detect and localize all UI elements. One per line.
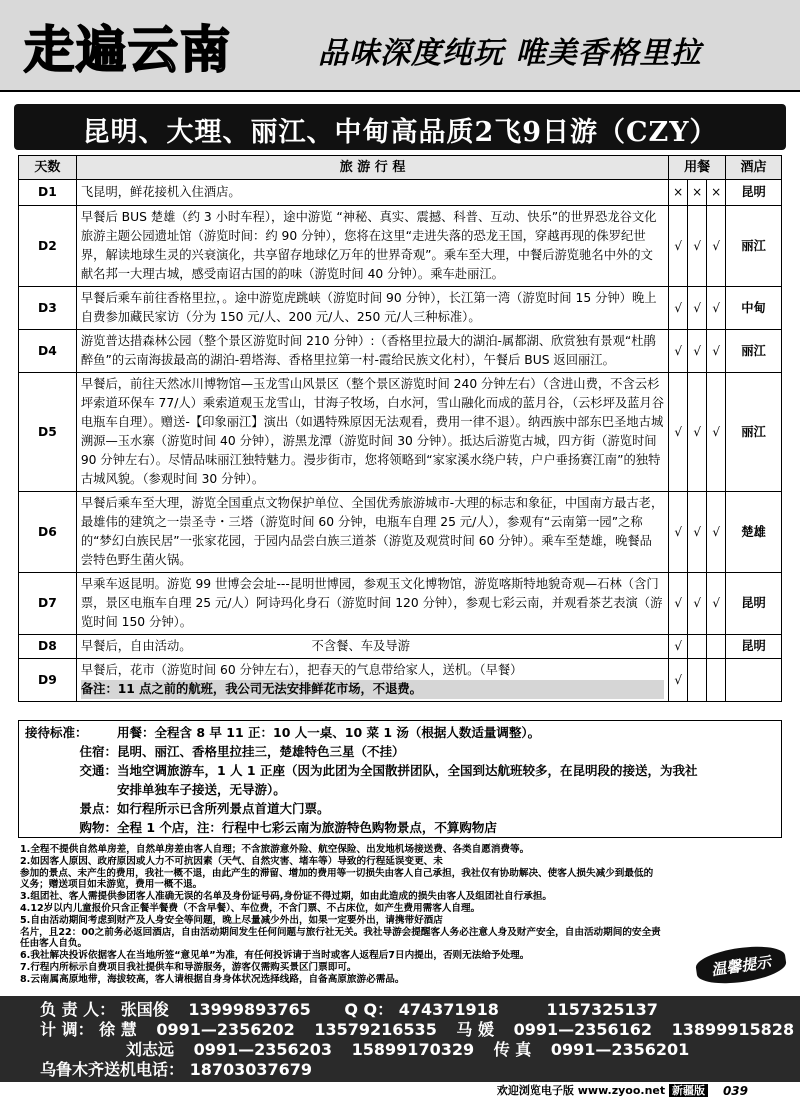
note-line: 参加的景点、未产生的费用，我社一概不退，由此产生的滞留、增加的费用等一切损失由客人自己承担，我社仅有协助解决、使客人损失减少到最低的	[20, 867, 654, 879]
meal-dinner: √	[707, 492, 726, 573]
fax-number: 0991—2356201	[550, 1040, 690, 1059]
contact-phone: 18703037679	[189, 1060, 313, 1079]
meal-lunch: √	[688, 330, 707, 373]
hotel-cell: 丽江	[726, 206, 782, 287]
reminder-badge-text: 温馨提示	[710, 952, 773, 980]
standard-label: 景点：	[79, 801, 117, 816]
standard-item	[25, 761, 775, 780]
footer-site-link[interactable]: www.zyoo.net	[577, 1084, 666, 1097]
hotel-cell: 中甸	[726, 287, 782, 330]
desc-cell: 早餐后乘车至大理，游览全国重点文物保护单位、全国优秀旅游城市-大理的标志和象征，中国南方最古老，最雄伟的建筑之一崇圣寺・三塔（游览时间 60 分钟，电瓶车自理 25 元/人），参观有“云南第一园”之称的“梦幻白族民居”一张家花园，于园内品尝白族三道茶（游览及观赏时间 60 分钟）。乘车至楚雄，晚餐品尝特色野生菌火锅。	[76, 492, 668, 573]
meal-lunch: √	[688, 492, 707, 573]
day-cell: D9	[19, 659, 77, 702]
contact-label: 乌鲁木齐送机电话：	[40, 1060, 185, 1079]
desc-text: 早餐后，自由活动。	[80, 639, 192, 653]
table-row	[19, 635, 782, 659]
note-line: 名片，且22：00之前务必返回酒店，自由活动期间发生任何问题与旅行社无关。我社导游会提醒客人务必注意人身及财产安全，自由活动期间的安全责	[20, 926, 661, 938]
standard-label	[25, 780, 117, 799]
table-row	[19, 330, 782, 373]
desc-cell: 早乘车返昆明。游览 99 世博会会址---昆明世博园，参观玉文化博物馆，游览喀斯特地貌奇观—石林（含门票，景区电瓶车自理 25 元/人）阿诗玛化身石（游览时间 120 分钟），参观七彩云南，并观看茶艺表演（游览时间 150 分钟）。	[76, 573, 668, 635]
hotel-cell: 丽江	[726, 373, 782, 492]
hotel-cell: 丽江	[726, 330, 782, 373]
standard-item	[25, 742, 775, 761]
meal-dinner: √	[707, 287, 726, 330]
page-header	[0, 0, 800, 92]
fax-label: 传 真	[493, 1040, 532, 1059]
standard-value: 如行程所示已含所列景点首道大门票。	[117, 801, 330, 816]
day-cell: D4	[19, 330, 77, 373]
hotel-cell	[726, 659, 782, 702]
hotel-cell: 昆明	[726, 180, 782, 206]
desc-cell: 早餐后 BUS 楚雄（约 3 小时车程），途中游览 “神秘、真实、震撼、科普、互动、快乐”的世界恐龙谷文化旅游主题公园遗址馆（游览时间：约 90 分钟），您将在这里“走进失落的恐龙王国，穿越再现的侏罗纪世界，解读地球生灵的兴衰演化，共享留存地球亿万年的世界奇观”。乘车至大理，中餐后游览驰名中外的文献名邦一大理古城，感受南诏古国的韵味（游览时间 40 分钟）。乘车赴丽江。	[76, 206, 668, 287]
contact-name: 徐 慧	[99, 1020, 137, 1039]
desc-cell: 早餐后乘车前往香格里拉，。途中游览虎跳峡（游览时间 90 分钟），长江第一湾（游览时间 15 分钟）晚上自费参加藏民家访（分为 150 元/人、200 元/人、250 元/人三种标准）。	[76, 287, 668, 330]
desc-cell: 早餐后，前往天然冰川博物馆—玉龙雪山风景区（整个景区游览时间 240 分钟左右）（含进山费，不含云杉坪索道环保车 77/人）乘索道观玉龙雪山，甘海子牧场，白水河，雪山融化而成的蓝月谷，（云杉坪及蓝月谷电瓶车自理）。赠送-【印象丽江】演出（如遇特殊原因无法观看，费用一律不退）。纳西族中部东巴圣地古城溯源—玉水寨（游览时间 40 分钟），游黑龙潭（游览时间 30 分钟）。抵达后游览古城，四方街（游览时间 90 分钟左右）。尽情品味丽江独特魅力。漫步街市，您将领略到“家家溪水绕户转，户户垂扬赛江南”的独特古城风貌。（参观时间 30 分钟）。	[76, 373, 668, 492]
service-standards	[18, 720, 782, 838]
desc-extra: 不含餐、车及导游	[311, 639, 410, 653]
qq-label: Q Q：	[344, 1000, 394, 1019]
meal-breakfast: √	[669, 492, 688, 573]
standard-item	[25, 799, 775, 818]
meal-breakfast: √	[669, 659, 688, 702]
contact-row-manager	[40, 1000, 658, 1020]
standard-value: 全程含 8 早 11 正：10 人一桌、10 菜 1 汤（根据人数适量调整）。	[154, 725, 541, 740]
day-cell: D1	[19, 180, 77, 206]
qq-number: 1157325137	[546, 1000, 658, 1019]
contact-label: 计 调：	[40, 1020, 94, 1039]
contact-phone: 0991—2356162	[513, 1020, 653, 1039]
meal-breakfast: √	[669, 573, 688, 635]
terms-notes	[18, 842, 782, 994]
meal-lunch: √	[688, 373, 707, 492]
desc-cell: 飞昆明，鲜花接机入住酒店。	[76, 180, 668, 206]
day-cell: D2	[19, 206, 77, 287]
standard-value: 安排单独车子接送，无导游）。	[117, 782, 286, 797]
contact-phone: 13999893765	[188, 1000, 311, 1019]
table-row	[19, 180, 782, 206]
standard-label: 交通：	[79, 763, 117, 778]
meal-lunch	[688, 659, 707, 702]
meal-lunch: √	[688, 206, 707, 287]
contact-row-dispatch	[40, 1020, 794, 1040]
table-row	[19, 492, 782, 573]
desc-note: 备注：11 点之前的航班，我公司无法安排鲜花市场，不退费。	[81, 680, 664, 699]
standards-heading: 接待标准：	[25, 725, 88, 740]
header-hotel: 酒店	[726, 156, 782, 180]
day-cell: D7	[19, 573, 77, 635]
note-line: 3.组团社、客人需提供参团客人准确无误的名单及身份证号码,身份证不得过期，如由此造成的损失由客人及组团社自行承担。	[20, 891, 553, 903]
header-meals: 用餐	[669, 156, 726, 180]
note-line: 义务；赠送项目如未游览，费用一概不退。	[20, 879, 203, 891]
standard-item	[25, 818, 775, 837]
table-row	[19, 573, 782, 635]
desc-cell	[76, 635, 668, 659]
contact-label: 负 责 人：	[40, 1000, 116, 1019]
standard-item	[25, 723, 775, 742]
table-row	[19, 659, 782, 702]
header-itinerary: 旅 游 行 程	[76, 156, 668, 180]
meal-breakfast: ×	[669, 180, 688, 206]
meal-lunch	[688, 635, 707, 659]
standard-value: 全程 1 个店，注：行程中七彩云南为旅游特色购物景点，不算购物店	[117, 820, 497, 835]
contact-mobile: 15899170329	[351, 1040, 475, 1059]
table-row	[19, 373, 782, 492]
footer-edition: 新疆版	[669, 1084, 708, 1097]
table-row	[19, 287, 782, 330]
note-line: 6.我社解决投诉依据客人在当地所签“意见单”为准，有任何投诉请于当时或客人返程后7日内提出，否则无法给予处理。	[20, 950, 530, 962]
note-line: 4.12岁以内儿童报价只含正餐半餐费（不含早餐）、车位费，不含门票、不占床位，如产生费用需客人自理。	[20, 902, 481, 914]
desc-cell	[76, 659, 668, 702]
meal-breakfast: √	[669, 287, 688, 330]
meal-dinner: √	[707, 573, 726, 635]
note-line: 1.全程不提供自然单房差，自然单房差由客人自理；不含旅游意外险、航空保险、出发地机场接送费、各类自愿消费等。	[20, 844, 530, 855]
contact-row-dispatch-2	[126, 1040, 689, 1060]
meal-dinner: √	[707, 206, 726, 287]
day-cell: D5	[19, 373, 77, 492]
header-day: 天数	[19, 156, 77, 180]
meal-dinner: √	[707, 330, 726, 373]
footer-welcome	[497, 1082, 708, 1100]
meal-lunch: ×	[688, 180, 707, 206]
day-cell: D8	[19, 635, 77, 659]
page-footer	[0, 1082, 800, 1100]
contact-row-airport	[40, 1060, 312, 1080]
contact-name: 刘志远	[126, 1040, 175, 1059]
contact-name: 张国俊	[120, 1000, 169, 1019]
meal-breakfast: √	[669, 330, 688, 373]
meal-breakfast: √	[669, 206, 688, 287]
standard-value: 当地空调旅游车，1 人 1 正座（因为此团为全国散拼团队，全国到达航班较多，在昆明段的接送，为我社	[117, 763, 698, 778]
standard-value: 昆明、丽江、香格里拉挂三，楚雄特色三星（不挂）	[117, 744, 405, 759]
slogan: 品味深度纯玩 唯美香格里拉	[318, 36, 702, 71]
meal-dinner: ×	[707, 180, 726, 206]
hotel-cell: 昆明	[726, 573, 782, 635]
meal-breakfast: √	[669, 635, 688, 659]
note-line: 任由客人自负。	[20, 938, 88, 950]
standard-label: 住宿：	[79, 744, 117, 759]
note-line: 7.行程内所标示自费项目我社提供车和导游服务，游客仅需购买景区门票即可。	[20, 961, 357, 973]
note-line: 2.如因客人原因、政府原因或人力不可抗因素（天气、自然灾害、堵车等）导致的行程延误变更、未	[20, 855, 443, 867]
contact-mobile: 13899915828	[671, 1020, 795, 1039]
title-bar	[14, 104, 786, 150]
contact-phone: 0991—2356202	[156, 1020, 295, 1039]
desc-text: 早餐后，花市（游览时间 60 分钟左右），把春天的气息带给家人，送机。（早餐）	[80, 663, 523, 677]
day-cell: D3	[19, 287, 77, 330]
note-line: 5.自由活动期间考虑到财产及人身安全等问题，晚上尽量减少外出，如果一定要外出，请携带好酒店	[20, 914, 443, 926]
contact-name: 马 媛	[456, 1020, 494, 1039]
meal-breakfast: √	[669, 373, 688, 492]
qq-number: 474371918	[398, 1000, 499, 1019]
table-header-row	[19, 156, 782, 180]
table-row	[19, 206, 782, 287]
brand-logo: 走遍云南	[24, 20, 232, 79]
standard-label: 用餐：	[117, 725, 155, 740]
desc-cell: 游览普达措森林公园（整个景区游览时间 210 分钟）:（香格里拉最大的湖泊-属都湖、欣赏独有景观“杜鹃醉鱼”的云南海拔最高的湖泊-碧塔海、香格里拉第一村-霞给民族文化村），午餐后 BUS 返回丽江。	[76, 330, 668, 373]
itinerary-table	[18, 155, 782, 702]
standard-item	[25, 780, 775, 799]
meal-dinner	[707, 635, 726, 659]
footer-welcome-text: 欢迎浏览电子版	[496, 1084, 574, 1097]
meal-dinner: √	[707, 373, 726, 492]
contact-panel	[0, 996, 800, 1082]
meal-lunch: √	[688, 573, 707, 635]
hotel-cell: 楚雄	[726, 492, 782, 573]
note-line: 8.云南属高原地带，海拔较高，客人请根据自身身体状况选择线路，自备高原旅游必需品。	[20, 973, 405, 985]
page-title: 昆明、大理、丽江、中甸高品质2飞9日游（CZY）	[82, 117, 718, 148]
contact-phone: 0991—2356203	[193, 1040, 333, 1059]
day-cell: D6	[19, 492, 77, 573]
meal-lunch: √	[688, 287, 707, 330]
page-number: 039	[722, 1084, 748, 1098]
contact-mobile: 13579216535	[314, 1020, 437, 1039]
meal-dinner	[707, 659, 726, 702]
standard-label: 购物：	[79, 820, 117, 835]
hotel-cell: 昆明	[726, 635, 782, 659]
